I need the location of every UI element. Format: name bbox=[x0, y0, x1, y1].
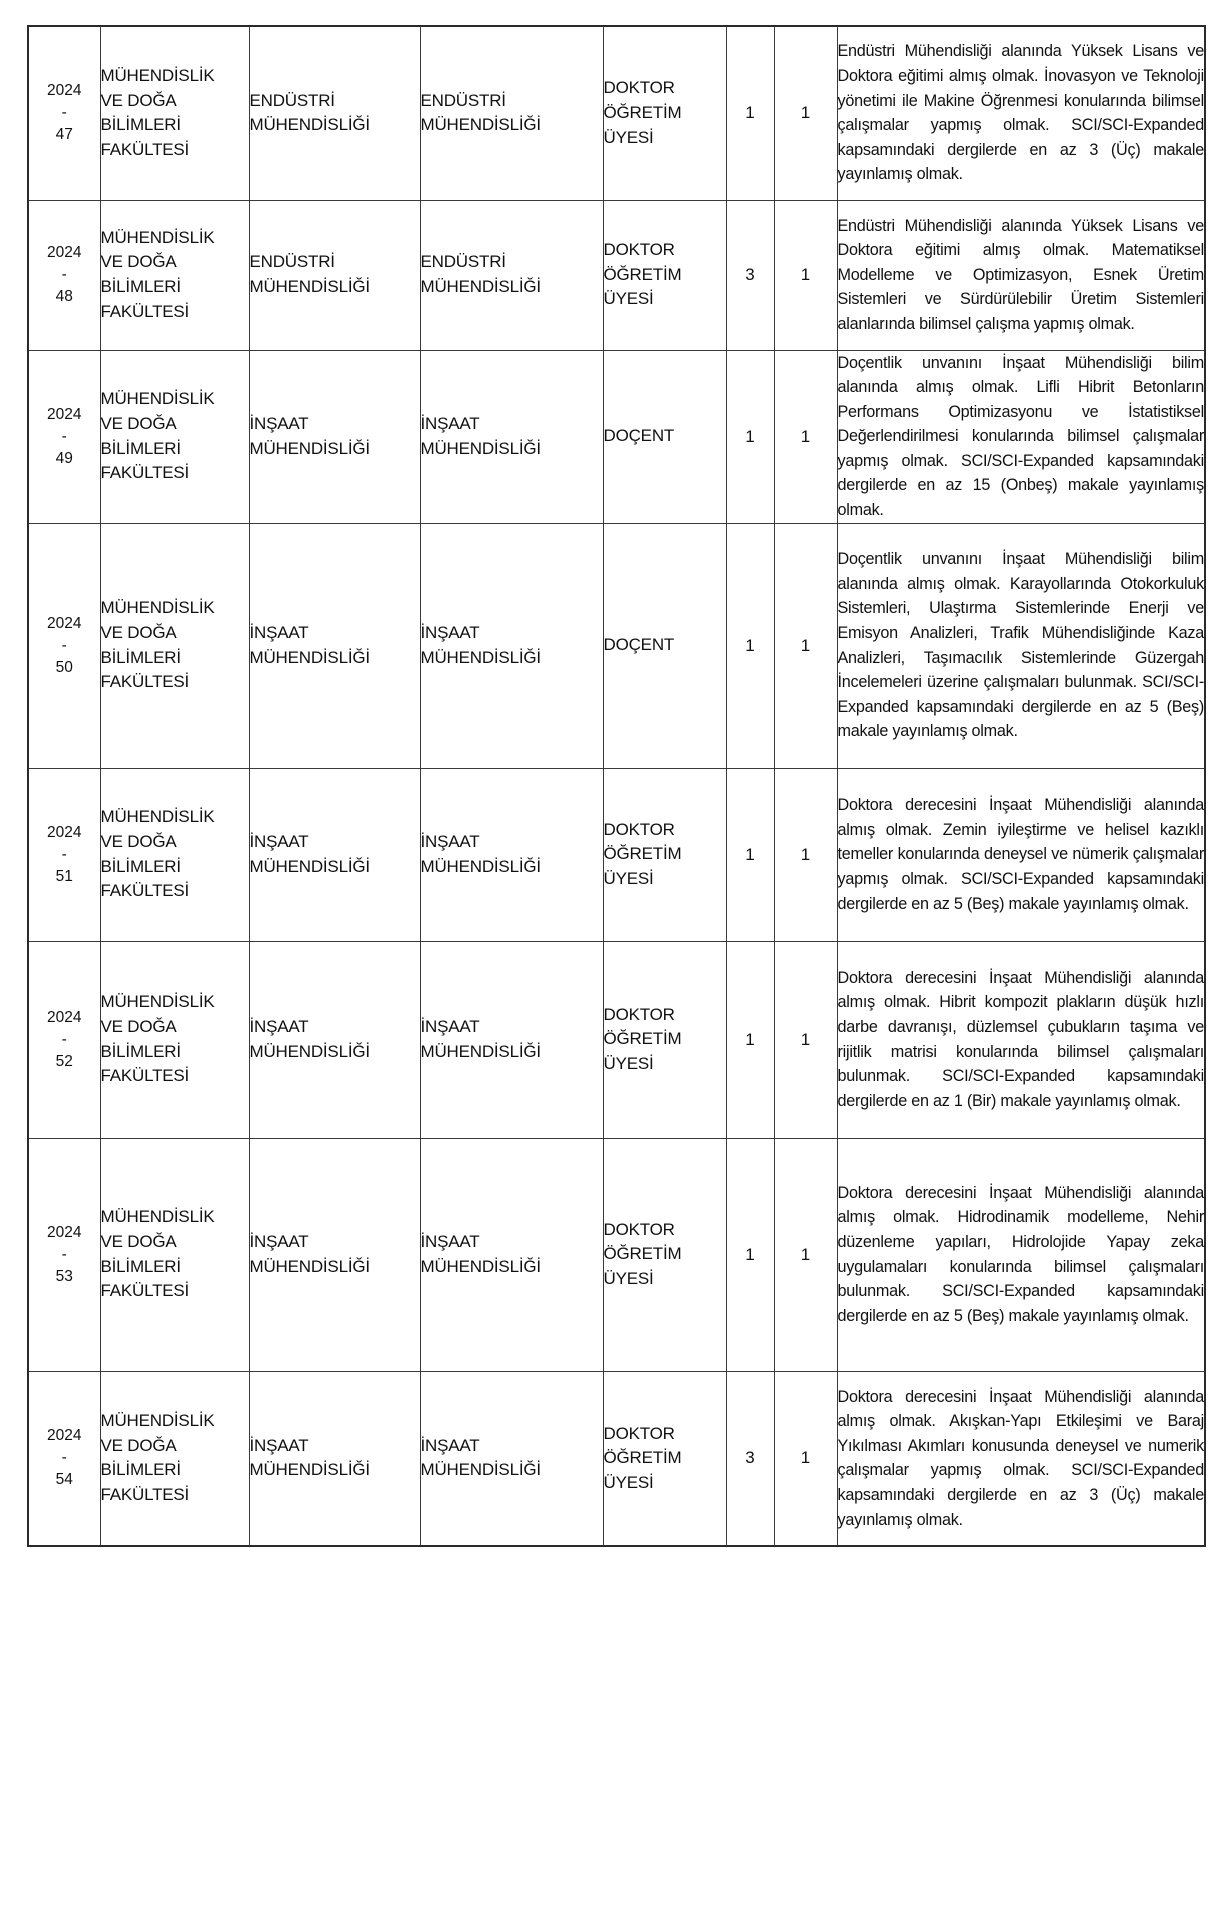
requirements-cell: Doktora derecesini İnşaat Mühendisliği alanında almış olmak. Akışkan-Yapı Etkileşimi ve Baraj Yıkılması Akımları konusunda deneysel ve numerik çalışmalar yapmış olmak. SCI/SCI-Expanded kapsamındaki dergilerde en az 3 (Üç) makale yayınlamış olmak. bbox=[837, 1371, 1205, 1546]
faculty-cell bbox=[100, 200, 249, 350]
position-code-separator: - bbox=[61, 636, 67, 654]
faculty-line: BİLİMLERİ bbox=[100, 856, 181, 876]
count-cell: 1 bbox=[774, 350, 837, 523]
department-line: İNŞAAT bbox=[249, 832, 309, 852]
title-line: ÜYESİ bbox=[603, 1268, 654, 1288]
department-cell bbox=[249, 1371, 420, 1546]
position-number: 54 bbox=[55, 1471, 73, 1489]
position-code-separator: - bbox=[61, 845, 67, 863]
field-cell bbox=[420, 523, 603, 768]
table-row bbox=[28, 523, 1205, 768]
faculty-line: FAKÜLTESİ bbox=[100, 881, 190, 901]
title-line: ÖĞRETİM bbox=[603, 102, 682, 122]
faculty-cell bbox=[100, 941, 249, 1138]
table-row bbox=[28, 941, 1205, 1138]
faculty-line: MÜHENDİSLİK bbox=[100, 227, 215, 247]
title-cell bbox=[603, 1138, 726, 1371]
title-line: DOKTOR bbox=[603, 819, 675, 839]
title-cell bbox=[603, 941, 726, 1138]
field-line: İNŞAAT bbox=[420, 1017, 480, 1037]
faculty-line: VE DOĞA bbox=[100, 90, 177, 110]
field-cell bbox=[420, 200, 603, 350]
position-number: 48 bbox=[55, 288, 73, 305]
department-line: İNŞAAT bbox=[249, 413, 309, 433]
title-cell bbox=[603, 768, 726, 941]
table-row bbox=[28, 350, 1205, 523]
requirements-cell: Doktora derecesini İnşaat Mühendisliği alanında almış olmak. Zemin iyileştirme ve helisel kazıklı temeller konularında deneysel ve nümerik çalışmalar yapmış olmak. SCI/SCI-Expanded kapsamındaki dergilerde en az 5 (Beş) makale yayınlamış olmak. bbox=[837, 768, 1205, 941]
position-code-separator: - bbox=[61, 427, 67, 445]
count-cell: 1 bbox=[774, 768, 837, 941]
field-cell bbox=[420, 768, 603, 941]
faculty-line: BİLİMLERİ bbox=[100, 1460, 181, 1480]
faculty-line: MÜHENDİSLİK bbox=[100, 1411, 215, 1431]
department-cell bbox=[249, 350, 420, 523]
title-line: DOKTOR bbox=[603, 240, 675, 260]
faculty-cell bbox=[100, 1138, 249, 1371]
degree-cell: 1 bbox=[726, 350, 774, 523]
title-cell bbox=[603, 1371, 726, 1546]
department-line: İNŞAAT bbox=[249, 1232, 309, 1252]
count-cell: 1 bbox=[774, 1371, 837, 1546]
department-cell bbox=[249, 1138, 420, 1371]
faculty-line: BİLİMLERİ bbox=[100, 647, 181, 667]
table-body bbox=[28, 26, 1205, 1546]
department-line: İNŞAAT bbox=[249, 1017, 309, 1037]
position-number: 47 bbox=[55, 126, 73, 144]
department-cell bbox=[249, 768, 420, 941]
department-line: MÜHENDİSLİĞİ bbox=[249, 115, 370, 135]
requirements-cell: Doktora derecesini İnşaat Mühendisliği alanında almış olmak. Hidrodinamik modelleme, Nehir düzenleme yapıları, Hidrolojide Yapay zeka uygulamaları konularında bilimsel çalışmaları bulunmak. SCI/SCI-Expanded kapsamındaki dergilerde en az 5 (Beş) makale yayınlamış olmak. bbox=[837, 1138, 1205, 1371]
faculty-cell bbox=[100, 1371, 249, 1546]
requirements-cell: Doçentlik unvanını İnşaat Mühendisliği bilim alanında almış olmak. Lifli Hibrit Betonların Performans Optimizasyonu ve İstatistiksel Değerlendirilmesi konularında bilimsel çalışmalar yapmış olmak. SCI/SCI-Expanded kapsamındaki dergilerde en az 15 (Onbeş) makale yayınlamış olmak. bbox=[837, 350, 1205, 523]
count-cell: 1 bbox=[774, 941, 837, 1138]
department-line: MÜHENDİSLİĞİ bbox=[249, 277, 370, 296]
faculty-line: MÜHENDİSLİK bbox=[100, 807, 215, 827]
department-cell bbox=[249, 26, 420, 200]
position-number: 49 bbox=[55, 449, 73, 467]
department-line: ENDÜSTRİ bbox=[249, 252, 335, 272]
title-line: ÖĞRETİM bbox=[603, 1244, 682, 1264]
title-line: ÜYESİ bbox=[603, 1053, 654, 1073]
position-code-separator: - bbox=[61, 104, 67, 122]
faculty-cell bbox=[100, 26, 249, 200]
field-line: İNŞAAT bbox=[420, 1232, 480, 1252]
faculty-line: FAKÜLTESİ bbox=[100, 139, 190, 159]
degree-cell: 1 bbox=[726, 941, 774, 1138]
title-line: DOKTOR bbox=[603, 78, 675, 98]
field-cell bbox=[420, 1371, 603, 1546]
requirements-cell: Endüstri Mühendisliği alanında Yüksek Lisans ve Doktora eğitimi almış olmak. İnovasyon ve Teknoloji yönetimi ile Makine Öğrenmesi konularında bilimsel çalışmalar yapmış olmak. SCI/SCI-Expanded kapsamındaki dergilerde en az 3 (Üç) makale yayınlamış olmak. bbox=[837, 26, 1205, 200]
academic-positions-table bbox=[27, 25, 1206, 1547]
department-line: İNŞAAT bbox=[249, 623, 309, 643]
table-row bbox=[28, 1138, 1205, 1371]
faculty-line: FAKÜLTESİ bbox=[100, 463, 190, 483]
title-line: ÖĞRETİM bbox=[603, 1448, 682, 1468]
title-line: ÜYESİ bbox=[603, 868, 654, 888]
department-line: MÜHENDİSLİĞİ bbox=[249, 438, 370, 458]
faculty-line: BİLİMLERİ bbox=[100, 1041, 181, 1061]
faculty-line: VE DOĞA bbox=[100, 1017, 177, 1037]
faculty-line: BİLİMLERİ bbox=[100, 115, 181, 135]
faculty-line: VE DOĞA bbox=[100, 832, 177, 852]
degree-cell: 1 bbox=[726, 26, 774, 200]
title-cell bbox=[603, 350, 726, 523]
title-cell bbox=[603, 26, 726, 200]
faculty-line: FAKÜLTESİ bbox=[100, 1485, 190, 1504]
table-row bbox=[28, 1371, 1205, 1546]
field-line: MÜHENDİSLİĞİ bbox=[420, 438, 541, 458]
position-number: 52 bbox=[55, 1052, 73, 1070]
position-year: 2024 bbox=[47, 1223, 82, 1241]
title-line: DOÇENT bbox=[603, 635, 675, 655]
position-code-cell bbox=[28, 768, 100, 941]
title-line: DOKTOR bbox=[603, 1423, 675, 1443]
department-cell bbox=[249, 941, 420, 1138]
field-line: MÜHENDİSLİĞİ bbox=[420, 647, 541, 667]
degree-cell: 3 bbox=[726, 1371, 774, 1546]
faculty-line: VE DOĞA bbox=[100, 1232, 177, 1252]
department-line: MÜHENDİSLİĞİ bbox=[249, 856, 370, 876]
position-number: 51 bbox=[55, 867, 73, 885]
position-year: 2024 bbox=[47, 823, 82, 841]
title-line: ÜYESİ bbox=[603, 127, 654, 147]
title-line: ÖĞRETİM bbox=[603, 844, 682, 864]
count-cell: 1 bbox=[774, 200, 837, 350]
requirements-cell: Doktora derecesini İnşaat Mühendisliği alanında almış olmak. Hibrit kompozit plakların düşük hızlı darbe davranışı, düzlemsel çubukların taşıma ve rijitlik matrisi konularında bilimsel çalışmaları bulunmak. SCI/SCI-Expanded kapsamındaki dergilerde en az 1 (Bir) makale yayınlamış olmak. bbox=[837, 941, 1205, 1138]
department-line: MÜHENDİSLİĞİ bbox=[249, 1041, 370, 1061]
title-line: ÖĞRETİM bbox=[603, 1029, 682, 1049]
position-year: 2024 bbox=[47, 614, 82, 632]
department-line: MÜHENDİSLİĞİ bbox=[249, 1460, 370, 1480]
position-code-cell bbox=[28, 523, 100, 768]
title-line: DOKTOR bbox=[603, 1219, 675, 1239]
faculty-line: BİLİMLERİ bbox=[100, 1256, 181, 1276]
position-code-cell bbox=[28, 26, 100, 200]
faculty-line: VE DOĞA bbox=[100, 623, 177, 643]
title-line: ÜYESİ bbox=[603, 289, 654, 309]
degree-cell: 1 bbox=[726, 768, 774, 941]
position-year: 2024 bbox=[47, 244, 82, 261]
field-cell bbox=[420, 26, 603, 200]
title-line: DOÇENT bbox=[603, 426, 675, 446]
position-code-separator: - bbox=[61, 1245, 67, 1263]
faculty-cell bbox=[100, 523, 249, 768]
title-cell bbox=[603, 200, 726, 350]
position-number: 53 bbox=[55, 1267, 73, 1285]
department-line: MÜHENDİSLİĞİ bbox=[249, 1256, 370, 1276]
count-cell: 1 bbox=[774, 523, 837, 768]
position-year: 2024 bbox=[47, 1008, 82, 1026]
department-line: İNŞAAT bbox=[249, 1435, 309, 1455]
title-line: DOKTOR bbox=[603, 1004, 675, 1024]
department-cell bbox=[249, 523, 420, 768]
position-number: 50 bbox=[55, 658, 73, 676]
faculty-line: VE DOĞA bbox=[100, 252, 177, 272]
faculty-line: FAKÜLTESİ bbox=[100, 301, 190, 321]
count-cell: 1 bbox=[774, 1138, 837, 1371]
department-line: MÜHENDİSLİĞİ bbox=[249, 647, 370, 667]
table-row bbox=[28, 768, 1205, 941]
field-line: ENDÜSTRİ bbox=[420, 252, 506, 272]
department-line: ENDÜSTRİ bbox=[249, 90, 335, 110]
faculty-line: VE DOĞA bbox=[100, 413, 177, 433]
position-code-separator: - bbox=[61, 1449, 67, 1467]
faculty-line: FAKÜLTESİ bbox=[100, 1066, 190, 1086]
faculty-line: VE DOĞA bbox=[100, 1435, 177, 1455]
faculty-line: FAKÜLTESİ bbox=[100, 1281, 190, 1301]
field-line: MÜHENDİSLİĞİ bbox=[420, 1460, 541, 1480]
field-line: İNŞAAT bbox=[420, 1435, 480, 1455]
position-code-cell bbox=[28, 941, 100, 1138]
faculty-line: MÜHENDİSLİK bbox=[100, 598, 215, 618]
degree-cell: 1 bbox=[726, 1138, 774, 1371]
faculty-cell bbox=[100, 350, 249, 523]
table-row bbox=[28, 200, 1205, 350]
faculty-line: FAKÜLTESİ bbox=[100, 672, 190, 692]
faculty-line: BİLİMLERİ bbox=[100, 438, 181, 458]
field-line: MÜHENDİSLİĞİ bbox=[420, 277, 541, 296]
position-year: 2024 bbox=[47, 82, 82, 100]
degree-cell: 3 bbox=[726, 200, 774, 350]
field-line: MÜHENDİSLİĞİ bbox=[420, 1256, 541, 1276]
field-cell bbox=[420, 1138, 603, 1371]
field-line: İNŞAAT bbox=[420, 832, 480, 852]
field-line: İNŞAAT bbox=[420, 413, 480, 433]
faculty-line: MÜHENDİSLİK bbox=[100, 66, 215, 86]
field-line: İNŞAAT bbox=[420, 623, 480, 643]
table-row bbox=[28, 26, 1205, 200]
department-cell bbox=[249, 200, 420, 350]
position-code-separator: - bbox=[61, 266, 67, 283]
faculty-line: MÜHENDİSLİK bbox=[100, 389, 215, 409]
degree-cell: 1 bbox=[726, 523, 774, 768]
position-year: 2024 bbox=[47, 405, 82, 423]
position-code-cell bbox=[28, 1371, 100, 1546]
count-cell: 1 bbox=[774, 26, 837, 200]
position-year: 2024 bbox=[47, 1427, 82, 1445]
field-line: MÜHENDİSLİĞİ bbox=[420, 115, 541, 135]
position-code-cell bbox=[28, 1138, 100, 1371]
field-cell bbox=[420, 941, 603, 1138]
position-code-cell bbox=[28, 200, 100, 350]
field-line: MÜHENDİSLİĞİ bbox=[420, 856, 541, 876]
field-line: ENDÜSTRİ bbox=[420, 90, 506, 110]
faculty-cell bbox=[100, 768, 249, 941]
faculty-line: BİLİMLERİ bbox=[100, 277, 181, 296]
faculty-line: MÜHENDİSLİK bbox=[100, 1207, 215, 1227]
title-line: ÜYESİ bbox=[603, 1472, 654, 1492]
position-code-separator: - bbox=[61, 1030, 67, 1048]
field-line: MÜHENDİSLİĞİ bbox=[420, 1041, 541, 1061]
title-line: ÖĞRETİM bbox=[603, 264, 682, 284]
title-cell bbox=[603, 523, 726, 768]
field-cell bbox=[420, 350, 603, 523]
requirements-cell: Doçentlik unvanını İnşaat Mühendisliği bilim alanında almış olmak. Karayollarında Otokorkuluk Sistemleri, Ulaştırma Sistemlerinde Enerji ve Emisyon Analizleri, Trafik Mühendisliğinde Kaza Analizleri, Taşımacılık Sistemlerinde Güzergah İncelemeleri üzerine çalışmaları bulunmak. SCI/SCI-Expanded kapsamındaki dergilerde en az 5 (Beş) makale yayınlamış olmak. bbox=[837, 523, 1205, 768]
faculty-line: MÜHENDİSLİK bbox=[100, 992, 215, 1012]
requirements-cell: Endüstri Mühendisliği alanında Yüksek Lisans ve Doktora eğitimi almış olmak. Matematiksel Modelleme ve Optimizasyon, Esnek Üretim Sistemleri ve Sürdürülebilir Üretim Sistemleri alanlarında bilimsel çalışma yapmış olmak. bbox=[837, 200, 1205, 350]
position-code-cell bbox=[28, 350, 100, 523]
